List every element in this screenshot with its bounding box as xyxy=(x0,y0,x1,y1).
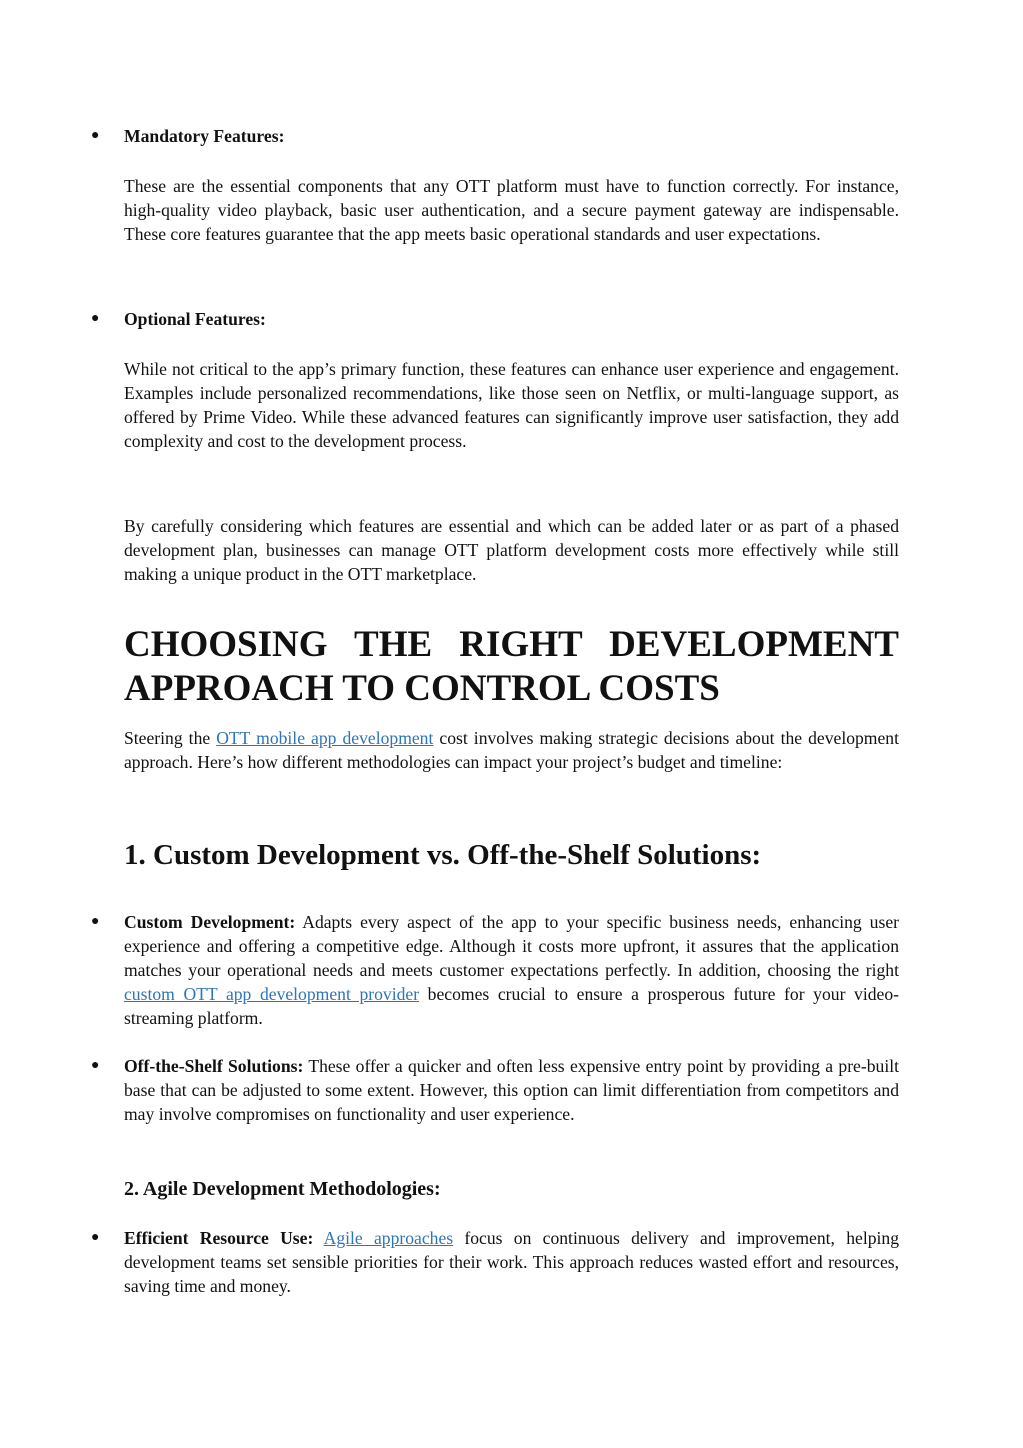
features-summary: By carefully considering which features are essential and which can be added later or as part of a phased development plan, businesses can manage OTT platform development costs more effectively while still making a unique product in the OTT marketplace. xyxy=(124,516,899,584)
agile-methodologies-heading: 2. Agile Development Methodologies: xyxy=(124,1178,441,1200)
bullet-icon: ● xyxy=(91,914,100,929)
efficient-resource-use-title: Efficient Resource Use: xyxy=(124,1228,314,1248)
intro-text-before: Steering the xyxy=(124,728,217,748)
bullet-icon: ● xyxy=(91,1230,100,1245)
bullet-optional-features xyxy=(91,307,899,331)
main-heading-line1: CHOOSING THE RIGHT DEVELOPMENT xyxy=(124,624,899,665)
bullet-icon: ● xyxy=(91,1058,100,1073)
main-heading-line2: APPROACH TO CONTROL COSTS xyxy=(124,668,720,709)
bullet-icon: ● xyxy=(91,311,100,326)
off-the-shelf-title: Off-the-Shelf Solutions: xyxy=(124,1056,304,1076)
custom-development-text-before: Adapts every aspect of the app to your specific business needs, enhancing user experience and offering a competitive edge. Although it costs more upfront, it assures that the application matches your operational needs and meets customer expectations perfectly. In addition, choosing the right xyxy=(124,912,899,980)
optional-features-body: While not critical to the app’s primary function, these features can enhance user experience and engagement. Examples include personalized recommendations, like those seen on Netflix, or multi-language support, as offered by Prime Video. While these advanced features can significantly improve user satisfaction, they add complexity and cost to the development process. xyxy=(124,359,899,451)
intro-text-after: cost involves making strategic decisions about the development approach. Here’s how different methodologies can impact your project’s budget and timeline: xyxy=(124,728,899,772)
custom-ott-app-development-provider-link[interactable]: custom OTT app development provider xyxy=(124,984,420,1004)
custom-development-title: Custom Development: xyxy=(124,912,296,932)
bullet-off-the-shelf xyxy=(91,1054,899,1126)
optional-features-title: Optional Features: xyxy=(124,309,266,329)
agile-approaches-link[interactable]: Agile approaches xyxy=(323,1228,454,1248)
bullet-icon: ● xyxy=(91,128,100,143)
efficient-resource-use-body: focus on continuous delivery and improvement, helping development teams set sensible priorities for their work. This approach reduces wasted effort and resources, saving time and money. xyxy=(124,1228,899,1296)
intro-paragraph xyxy=(124,726,899,774)
off-the-shelf-body: These offer a quicker and often less expensive entry point by providing a pre-built base that can be adjusted to some extent. However, this option can limit differentiation from competitors and may involve compromises on functionality and user experience. xyxy=(124,1056,899,1124)
mandatory-features-body: These are the essential components that any OTT platform must have to function correctly. For instance, high-quality video playback, basic user authentication, and a secure payment gateway are indispensable. These core features guarantee that the app meets basic operational standards and user expectations. xyxy=(124,176,899,244)
mandatory-features-title: Mandatory Features: xyxy=(124,126,285,146)
custom-development-text-after: becomes crucial to ensure a prosperous future for your video-streaming platform. xyxy=(124,984,899,1028)
custom-vs-offshelf-heading: 1. Custom Development vs. Off-the-Shelf Solutions: xyxy=(124,839,762,871)
bullet-mandatory-features xyxy=(91,124,899,148)
ott-mobile-app-development-link[interactable]: OTT mobile app development xyxy=(216,728,434,748)
bullet-efficient-resource-use xyxy=(91,1226,899,1298)
bullet-custom-development xyxy=(91,910,899,1030)
